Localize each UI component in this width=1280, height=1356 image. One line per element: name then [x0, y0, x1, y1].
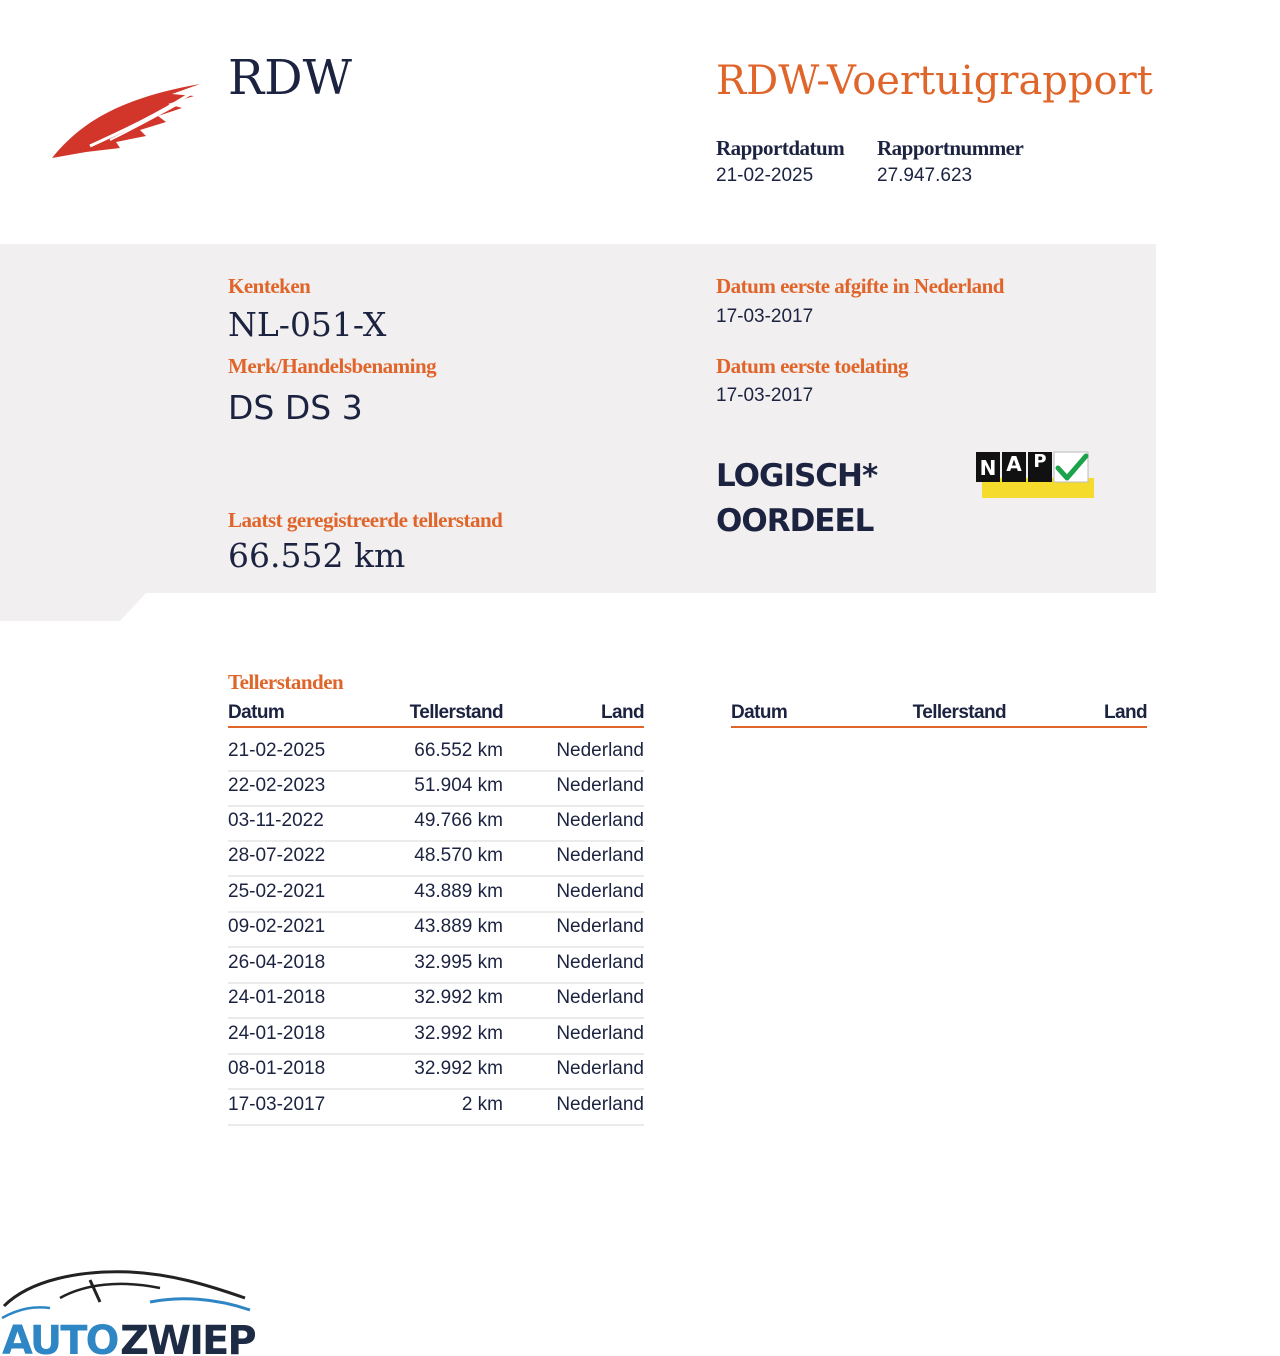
report-date: 21-02-2025 [716, 165, 814, 186]
table-row [228, 1018, 644, 1055]
reading-country: Nederland [556, 1094, 644, 1115]
reading-date: 17-03-2017 [228, 1094, 326, 1115]
reading-date: 24-01-2018 [228, 987, 326, 1008]
reading-date: 25-02-2021 [228, 881, 326, 902]
first-admission-label: Datum eerste toelating [716, 354, 908, 378]
report-number-label: Rapportnummer [877, 136, 1024, 160]
verdict-line-2: OORDEEL [716, 503, 874, 539]
reading-odometer: 32.995 km [414, 952, 503, 973]
col-country-header-right: Land [1104, 702, 1147, 723]
plate-label: Kenteken [228, 274, 311, 298]
reading-date: 03-11-2022 [228, 810, 324, 831]
reading-odometer: 43.889 km [414, 916, 503, 937]
reading-country: Nederland [556, 1058, 644, 1079]
plate-value: NL-051-X [228, 305, 387, 344]
reading-odometer: 32.992 km [414, 1023, 503, 1044]
reading-country: Nederland [556, 810, 644, 831]
first-issue-nl-label: Datum eerste afgifte in Nederland [716, 274, 1004, 298]
table-row [228, 982, 644, 1019]
odometer-value: 66.552 km [228, 536, 406, 575]
table-row [228, 947, 644, 984]
col-odometer-header-right: Tellerstand [912, 702, 1006, 723]
brand-name: RDW [228, 50, 352, 106]
reading-odometer: 51.904 km [414, 775, 503, 796]
first-issue-nl-value: 17-03-2017 [716, 306, 814, 327]
verdict-line-1: LOGISCH* [716, 458, 878, 494]
table-row [228, 911, 644, 948]
reading-country: Nederland [556, 740, 644, 761]
reading-country: Nederland [556, 881, 644, 902]
odometer-label: Laatst geregistreerde tellerstand [228, 508, 503, 532]
reading-date: 26-04-2018 [228, 952, 326, 973]
nap-verdict [716, 454, 877, 544]
nap-logo-icon [974, 450, 1094, 498]
col-country-header: Land [601, 702, 644, 723]
reading-country: Nederland [556, 987, 644, 1008]
report-number: 27.947.623 [877, 165, 973, 186]
reading-country: Nederland [556, 775, 644, 796]
svg-text:P: P [1033, 451, 1047, 472]
table-row [228, 770, 644, 807]
reading-odometer: 32.992 km [414, 1058, 503, 1079]
rdw-logo-icon [50, 78, 208, 162]
reading-date: 24-01-2018 [228, 1023, 326, 1044]
reading-country: Nederland [556, 845, 644, 866]
reading-date: 28-07-2022 [228, 845, 326, 866]
panel-tab [0, 593, 146, 621]
svg-text:N: N [979, 456, 997, 480]
make-label: Merk/Handelsbenaming [228, 354, 437, 378]
table-row [228, 805, 644, 842]
reading-odometer: 66.552 km [414, 740, 503, 761]
col-odometer-header: Tellerstand [409, 702, 503, 723]
col-date-header-right: Datum [731, 702, 788, 723]
make-value: DS DS 3 [228, 388, 363, 427]
reading-odometer: 43.889 km [414, 881, 503, 902]
reading-country: Nederland [556, 916, 644, 937]
report-date-label: Rapportdatum [716, 136, 845, 160]
table-row [228, 840, 644, 877]
first-admission-value: 17-03-2017 [716, 385, 814, 406]
reading-country: Nederland [556, 952, 644, 973]
readings-table-header-right [731, 700, 1147, 728]
readings-table-header [228, 700, 644, 728]
table-row [228, 1089, 644, 1126]
table-row [228, 735, 644, 772]
readings-title: Tellerstanden [228, 670, 344, 694]
reading-odometer: 2 km [461, 1094, 503, 1115]
reading-odometer: 49.766 km [414, 810, 503, 831]
reading-date: 08-01-2018 [228, 1058, 326, 1079]
reading-country: Nederland [556, 1023, 644, 1044]
svg-text:A: A [1006, 452, 1022, 476]
autozwiep-logo-icon [0, 1262, 260, 1356]
reading-odometer: 32.992 km [414, 987, 503, 1008]
svg-text:ZWIEP: ZWIEP [120, 1318, 255, 1356]
reading-date: 22-02-2023 [228, 775, 326, 796]
col-date-header: Datum [228, 702, 285, 723]
svg-text:AUTO: AUTO [2, 1318, 118, 1356]
table-row [228, 1053, 644, 1090]
reading-odometer: 48.570 km [414, 845, 503, 866]
reading-date: 21-02-2025 [228, 740, 326, 761]
table-row [228, 876, 644, 913]
reading-date: 09-02-2021 [228, 916, 326, 937]
report-title: RDW-Voertuigrapport [716, 58, 1153, 104]
